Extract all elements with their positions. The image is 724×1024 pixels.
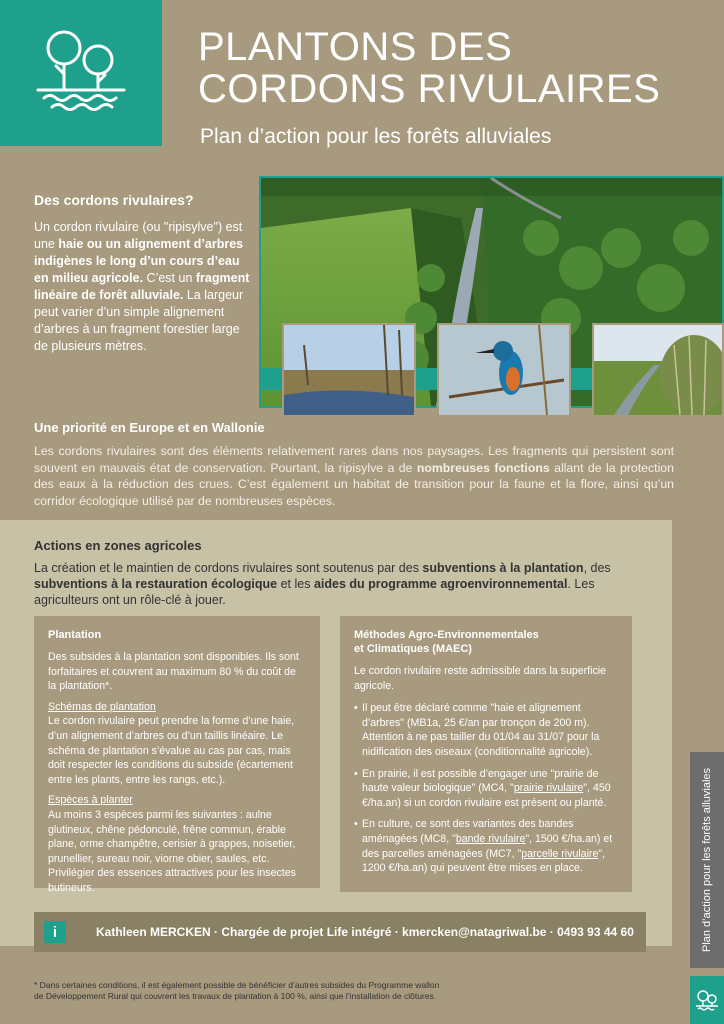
intro-text-3: La largeur peut varier d’un simple alignement d’arbres à un fragment forestier large de plusieurs mètres. — [34, 288, 244, 353]
li3-text-a: En culture, ce sont des variantes des bandes aménagées (MC8, " — [362, 818, 574, 845]
li3-text-c: ", 1200 €/ha.an) qui peuvent être mises en place. — [362, 847, 606, 875]
side-tab — [690, 752, 724, 968]
li3-underlined-2: parcelle rivulaire — [521, 847, 599, 860]
intro-section — [34, 192, 254, 355]
planting-schemes-subheading: Schémas de plantation — [48, 700, 156, 713]
list-item — [354, 767, 618, 811]
footnote — [34, 980, 654, 1002]
priority-text-2: allant de la protection des eaux à la réduction des crues. C’est également un habitat de transition pour la faune et la flore, ainsi qu’un corridor écologique utilisé par de nombreuses espèces. — [34, 460, 674, 508]
intro-text-1: Un cordon rivulaire (ou "ripisylve") est une — [34, 220, 243, 251]
side-logo — [690, 976, 724, 1024]
li2-text-b: ", 450 €/ha.an) si un cordon rivulaire est présent ou planté. — [362, 782, 611, 809]
page-title — [198, 26, 660, 110]
river-photo-1 — [282, 323, 416, 417]
plantation-text-1: Des subsides à la plantation sont disponibles. Ils sont forfaitaires et couvrent au maximum 80 % du coût de la plantation*. — [48, 651, 299, 693]
intro-bold-1: haie ou un alignement d’arbres indigènes le long d’un cours d’eau en milieu agricole. — [34, 237, 244, 285]
li3-text-b: ", 1500 €/ha.an) et des parcelles aménagées (MC7, " — [362, 832, 613, 860]
kingfisher-photo — [437, 323, 571, 417]
intro-text-2: C’est un — [143, 271, 196, 285]
priority-heading: Une priorité en Europe et en Wallonie — [34, 420, 265, 435]
agri-text-2: , des — [583, 561, 611, 575]
plantation-text-3: Au moins 3 espèces parmi les suivantes : aulne glutineux, chêne pédonculé, frêne commun, érable plane, orme champêtre, cerisier à grappes, noisetier, prunellier, sureau noir, viorne obier, saules, etc. Privilégier des essences attractives pour les insectes butineurs. — [48, 808, 296, 894]
agri-heading: Actions en zones agricoles — [34, 538, 202, 553]
logo — [0, 0, 162, 146]
species-subheading: Espèces à planter — [48, 794, 133, 807]
list-item: • Il peut être déclaré comme "haie et alignement d’arbres" (MB1a, 25 €/an par tronçon de 200 m). Attention à ne pas tailler du 01/04 au 31/07 pour la nidification des oiseaux (conditionnalité agricole). — [354, 701, 618, 759]
priority-section — [34, 420, 674, 509]
agri-section — [0, 520, 672, 946]
title-line-1: PLANTONS DES — [198, 25, 513, 69]
li2-underlined: prairie rivulaire — [513, 782, 584, 795]
plantation-box — [34, 616, 320, 894]
agri-text-4: . Les agriculteurs ont un rôle-clé à jouer. — [34, 577, 595, 607]
title-line-2: CORDONS RIVULAIRES — [198, 67, 661, 111]
agri-text-3: et les — [277, 577, 314, 591]
footnote-line-1: * Dans certaines conditions, il est également possible de bénéficier d’autres subsides du Programme wallon — [34, 980, 440, 990]
priority-text — [34, 443, 674, 509]
maec-heading-line-1: Méthodes Agro-Environnementales — [354, 629, 539, 641]
side-tab-label: Plan d’action pour les forêts alluviales — [701, 767, 713, 953]
trees-icon — [34, 28, 128, 118]
priority-bold-1: nombreuses fonctions — [416, 460, 550, 475]
maec-list — [354, 701, 618, 876]
maec-text: Le cordon rivulaire reste admissible dans la superficie agricole. — [354, 665, 607, 692]
li3-underlined-1: bande rivulaire — [455, 832, 526, 845]
info-icon: i — [44, 921, 66, 943]
plantation-text-2: Le cordon rivulaire peut prendre la forme d’une haie, d’un alignement d’arbres ou d’un taillis linéaire. Le schéma de plantation s’évalue au cas par cas, mais doit respecter les conditions du subside (écartement entre les plants, entre les rangs, etc.). — [48, 715, 295, 786]
plantation-heading: Plantation — [48, 629, 102, 641]
contact-text: Kathleen MERCKEN · Chargée de projet Life intégré · kmercken@natagriwal.be · 0493 93 44 60 — [96, 925, 634, 939]
priority-text-1: Les cordons rivulaires sont des éléments relativement rares dans nos paysages. Les fragments qui persistent sont souvent en mauvais état de conservation. Pourtant, la ripisylve a de — [34, 444, 674, 475]
agri-bold-3: aides du programme agroenvironnemental — [313, 577, 568, 591]
agri-text-1: La création et le maintien de cordons rivulaires sont soutenus par des — [34, 561, 423, 575]
intro-text — [34, 219, 254, 355]
trees-icon — [695, 990, 719, 1012]
agri-text — [34, 560, 638, 608]
maec-heading-line-2: et Climatiques (MAEC) — [354, 643, 472, 655]
contact-bar — [34, 912, 646, 952]
agri-bold-1: subventions à la plantation — [422, 561, 584, 575]
li2-text-a: En prairie, il est possible d’engager une "prairie de haute valeur biologique" (MC4, " — [362, 767, 599, 795]
maec-box — [340, 616, 632, 892]
intro-heading: Des cordons rivulaires? — [34, 192, 194, 208]
page-subtitle: Plan d’action pour les forêts alluviales — [200, 125, 552, 148]
footnote-line-2: de Développement Rural qui couvrent les travaux de plantation à 100 %, ainsi que l’installation de clôtures. — [34, 991, 437, 1001]
river-photo-2 — [592, 323, 724, 417]
agri-bold-2: subventions à la restauration écologique — [34, 577, 278, 591]
list-item — [354, 817, 618, 875]
maec-heading — [354, 628, 618, 656]
intro-bold-2: fragment linéaire de forêt alluviale. — [34, 271, 250, 302]
